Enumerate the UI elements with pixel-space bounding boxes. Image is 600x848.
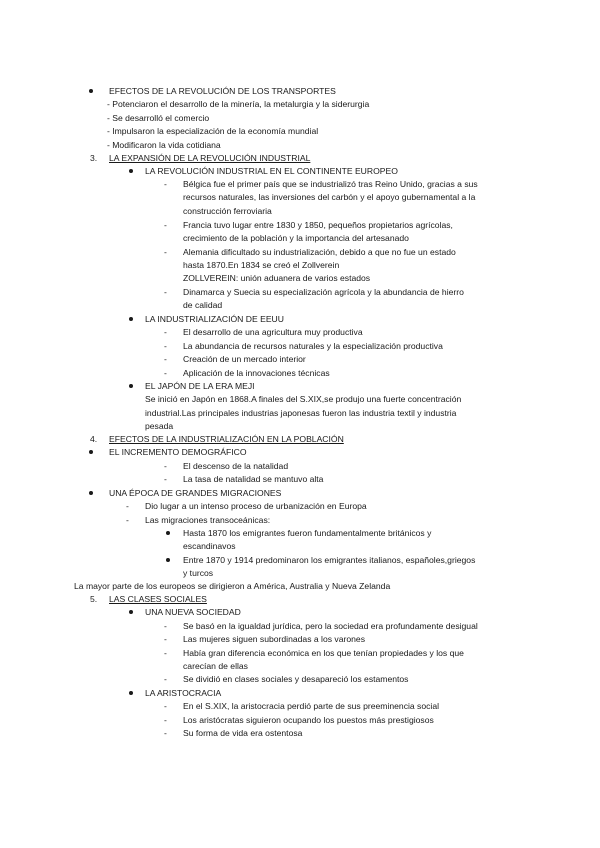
sociedad-item: Se dividió en clases sociales y desapareció los estamentos bbox=[183, 674, 409, 684]
aristocracia-item: En el S.XIX, la aristocracia perdió parte de sus preeminencia social bbox=[183, 701, 440, 711]
section-title: LA EXPANSIÓN DE LA REVOLUCIÓN INDUSTRIAL bbox=[109, 153, 311, 163]
europa-heading: LA REVOLUCIÓN INDUSTRIAL EN EL CONTINENTE EUROPEO bbox=[145, 166, 398, 176]
belgica-line: Bélgica fue el primer país que se industrializó tras Reino Unido, gracias a sus bbox=[183, 179, 478, 189]
transportes-heading: EFECTOS DE LA REVOLUCIÓN DE LOS TRANSPORTES bbox=[109, 86, 336, 96]
bullet-icon bbox=[129, 317, 133, 321]
eeuu-item: Aplicación de la innovaciones técnicas bbox=[183, 368, 330, 378]
eeuu-heading: LA INDUSTRIALIZACIÓN DE EEUU bbox=[145, 314, 284, 324]
dash-icon: - bbox=[164, 474, 167, 484]
bullet-icon bbox=[166, 558, 170, 562]
alemania-line: hasta 1870.En 1834 se creó el Zollverein bbox=[183, 260, 340, 270]
migraciones-heading: UNA ÉPOCA DE GRANDES MIGRACIONES bbox=[109, 488, 282, 498]
eeuu-item: Creación de un mercado interior bbox=[183, 354, 306, 364]
francia-line: Francia tuvo lugar entre 1830 y 1850, pequeños propietarios agrícolas, bbox=[183, 220, 453, 230]
section-number: 5. bbox=[90, 594, 98, 604]
transportes-item: - Modificaron la vida cotidiana bbox=[107, 140, 221, 150]
alemania-line: Alemania dificultado su industrialización, debido a que no fue un estado bbox=[183, 247, 456, 257]
migraciones-item: Dio lugar a un intenso proceso de urbanización en Europa bbox=[145, 501, 367, 511]
dash-icon: - bbox=[164, 701, 167, 711]
migraciones-sub: escandinavos bbox=[183, 541, 236, 551]
migraciones-sub: Entre 1870 y 1914 predominaron los emigrantes italianos, españoles,griegos bbox=[183, 555, 476, 565]
dinamarca-line: Dinamarca y Suecia su especialización agrícola y la abundancia de hierro bbox=[183, 287, 464, 297]
japon-line: pesada bbox=[145, 421, 174, 431]
bullet-icon bbox=[89, 89, 93, 93]
aristocracia-item: Su forma de vida era ostentosa bbox=[183, 728, 303, 738]
sociedad-item: Las mujeres siguen subordinadas a los varones bbox=[183, 634, 366, 644]
belgica-line: construcción ferroviaria bbox=[183, 206, 272, 216]
bullet-icon bbox=[166, 531, 170, 535]
dash-icon: - bbox=[164, 341, 167, 351]
dash-icon: - bbox=[164, 287, 167, 297]
section-number: 3. bbox=[90, 153, 98, 163]
japon-line: industrial.Las principales industrias japonesas fueron las industria textil y industria bbox=[145, 408, 457, 418]
sociedad-heading: UNA NUEVA SOCIEDAD bbox=[145, 607, 241, 617]
migraciones-sub: y turcos bbox=[183, 568, 214, 578]
aristocracia-heading: LA ARISTOCRACIA bbox=[145, 688, 222, 698]
dash-icon: - bbox=[164, 220, 167, 230]
dash-icon: - bbox=[164, 674, 167, 684]
bullet-icon bbox=[129, 384, 133, 388]
japon-line: Se inició en Japón en 1868.A finales del S.XIX,se produjo una fuerte concentración bbox=[145, 394, 462, 404]
sociedad-item: Había gran diferencia económica en los que tenían propiedades y los que bbox=[183, 648, 464, 658]
japon-heading: EL JAPÓN DE LA ERA MEJI bbox=[145, 381, 255, 391]
dash-icon: - bbox=[164, 179, 167, 189]
dash-icon: - bbox=[164, 327, 167, 337]
bullet-icon bbox=[129, 610, 133, 614]
sociedad-item: carecían de ellas bbox=[183, 661, 248, 671]
dash-icon: - bbox=[164, 728, 167, 738]
dash-icon: - bbox=[164, 247, 167, 257]
aristocracia-item: Los aristócratas siguieron ocupando los puestos más prestigiosos bbox=[183, 715, 434, 725]
dash-icon: - bbox=[164, 648, 167, 658]
section-number: 4. bbox=[90, 434, 98, 444]
dash-icon: - bbox=[164, 461, 167, 471]
dash-icon: - bbox=[126, 501, 129, 511]
eeuu-item: El desarrollo de una agricultura muy productiva bbox=[183, 327, 363, 337]
section-title: EFECTOS DE LA INDUSTRIALIZACIÓN EN LA POBLACIÓN bbox=[109, 434, 344, 444]
alemania-line: ZOLLVEREIN: unión aduanera de varios estados bbox=[183, 273, 371, 283]
bullet-icon bbox=[129, 169, 133, 173]
demografico-heading: EL INCREMENTO DEMOGRÁFICO bbox=[109, 447, 247, 457]
transportes-item: - Impulsaron la especialización de la economía mundial bbox=[107, 126, 319, 136]
dash-icon: - bbox=[164, 634, 167, 644]
bullet-icon bbox=[89, 450, 93, 454]
dash-icon: - bbox=[164, 715, 167, 725]
transportes-item: - Se desarrolló el comercio bbox=[107, 113, 210, 123]
dash-icon: - bbox=[164, 368, 167, 378]
bullet-icon bbox=[89, 491, 93, 495]
demografico-item: La tasa de natalidad se mantuvo alta bbox=[183, 474, 324, 484]
dash-icon: - bbox=[126, 515, 129, 525]
sociedad-item: Se basó en la igualdad jurídica, pero la sociedad era profundamente desigual bbox=[183, 621, 478, 631]
bullet-icon bbox=[129, 691, 133, 695]
migraciones-note: La mayor parte de los europeos se dirigieron a América, Australia y Nueva Zelanda bbox=[74, 581, 391, 591]
transportes-item: - Potenciaron el desarrollo de la minería, la metalurgia y la siderurgia bbox=[107, 99, 370, 109]
eeuu-item: La abundancia de recursos naturales y la especialización productiva bbox=[183, 341, 443, 351]
section-title: LAS CLASES SOCIALES bbox=[109, 594, 207, 604]
dinamarca-line: de calidad bbox=[183, 300, 223, 310]
demografico-item: El descenso de la natalidad bbox=[183, 461, 289, 471]
migraciones-sub: Hasta 1870 los emigrantes fueron fundamentalmente británicos y bbox=[183, 528, 432, 538]
dash-icon: - bbox=[164, 621, 167, 631]
migraciones-item: Las migraciones transoceánicas: bbox=[145, 515, 271, 525]
francia-line: crecimiento de la población y la importancia del artesanado bbox=[183, 233, 409, 243]
belgica-line: recursos naturales, las inversiones del carbón y el apoyo gubernamental a la bbox=[183, 192, 476, 202]
dash-icon: - bbox=[164, 354, 167, 364]
